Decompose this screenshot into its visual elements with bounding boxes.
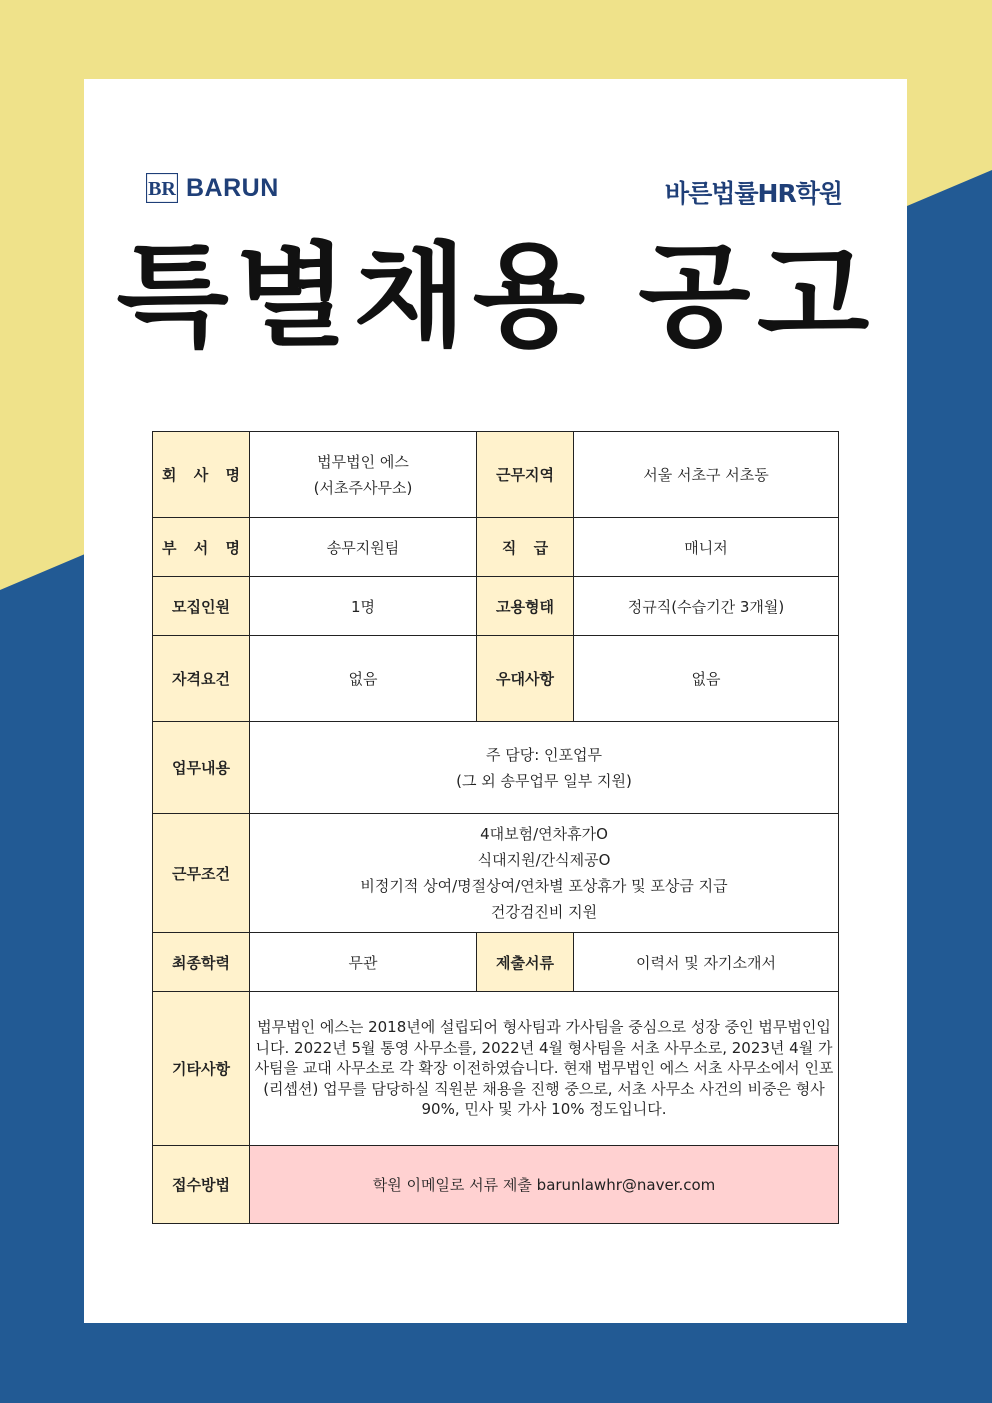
conditions-label: 근무조건 bbox=[153, 814, 250, 933]
hires-value: 1명 bbox=[250, 577, 477, 636]
dept-label: 부 서 명 bbox=[153, 518, 250, 577]
location-value: 서울 서초구 서초동 bbox=[574, 432, 839, 518]
preference-value: 없음 bbox=[574, 636, 839, 722]
condition-line: 건강검진비 지원 bbox=[490, 903, 598, 921]
table-row bbox=[153, 992, 839, 1146]
documents-label: 제출서류 bbox=[477, 933, 574, 992]
etc-value: 법무법인 에스는 2018년에 설립되어 형사팀과 가사팀을 중심으로 성장 중인 법무법인입니다. 2022년 5월 통영 사무소를, 2022년 4월 형사팀을 서초 사무소로, 2023년 4월 가사팀을 교대 사무소로 각 확장 이전하였습니다. 현재 법무법인 에스 서초 사무소에서 인포(리셉션) 업무를 담당하실 직원분 채용을 진행 중으로, 서초 사무소 사건의 비중은 형사 90%, 민사 및 가사 10% 정도입니다. bbox=[250, 992, 839, 1146]
location-label: 근무지역 bbox=[477, 432, 574, 518]
company-value bbox=[250, 432, 477, 518]
table-row bbox=[153, 933, 839, 992]
page-title: 특별채용 공고 bbox=[116, 232, 876, 362]
documents-value: 이력서 및 자기소개서 bbox=[574, 933, 839, 992]
table-row bbox=[153, 636, 839, 722]
condition-line: 식대지원/간식제공O bbox=[477, 851, 611, 869]
logo-left-text: BARUN bbox=[186, 173, 279, 202]
table-row bbox=[153, 432, 839, 518]
academy-logo: 바른법률HR학원 bbox=[664, 179, 842, 208]
qualification-label: 자격요건 bbox=[153, 636, 250, 722]
table-row bbox=[153, 577, 839, 636]
dept-value: 송무지원팀 bbox=[250, 518, 477, 577]
duty-line: 주 담당: 인포업무 bbox=[485, 745, 603, 764]
barun-logo bbox=[146, 172, 279, 204]
company-value-line-1: 법무법인 에스 bbox=[317, 452, 409, 471]
preference-label: 우대사항 bbox=[477, 636, 574, 722]
duty-line: (그 외 송무업무 일부 지원) bbox=[456, 771, 632, 790]
hires-label: 모집인원 bbox=[153, 577, 250, 636]
etc-label: 기타사항 bbox=[153, 992, 250, 1146]
svg-text:BR: BR bbox=[148, 178, 176, 200]
education-value: 무관 bbox=[250, 933, 477, 992]
apply-value[interactable]: 학원 이메일로 서류 제출 barunlawhr@naver.com bbox=[250, 1146, 839, 1224]
company-value-line-2: (서초주사무소) bbox=[313, 478, 413, 497]
apply-label: 접수방법 bbox=[153, 1146, 250, 1224]
company-label: 회 사 명 bbox=[153, 432, 250, 518]
rank-label: 직 급 bbox=[477, 518, 574, 577]
qualification-value: 없음 bbox=[250, 636, 477, 722]
conditions-value bbox=[250, 814, 839, 933]
employment-label: 고용형태 bbox=[477, 577, 574, 636]
table-row bbox=[153, 1146, 839, 1224]
employment-value: 정규직(수습기간 3개월) bbox=[574, 577, 839, 636]
table-row bbox=[153, 814, 839, 933]
duty-value bbox=[250, 722, 839, 814]
job-info-table bbox=[152, 431, 839, 1224]
education-label: 최종학력 bbox=[153, 933, 250, 992]
br-mark-icon bbox=[146, 173, 178, 203]
condition-line: 4대보험/연차휴가O bbox=[480, 825, 608, 843]
rank-value: 매니저 bbox=[574, 518, 839, 577]
condition-line: 비정기적 상여/명절상여/연차별 포상휴가 및 포상금 지급 bbox=[360, 877, 728, 895]
table-row bbox=[153, 518, 839, 577]
table-row bbox=[153, 722, 839, 814]
duty-label: 업무내용 bbox=[153, 722, 250, 814]
